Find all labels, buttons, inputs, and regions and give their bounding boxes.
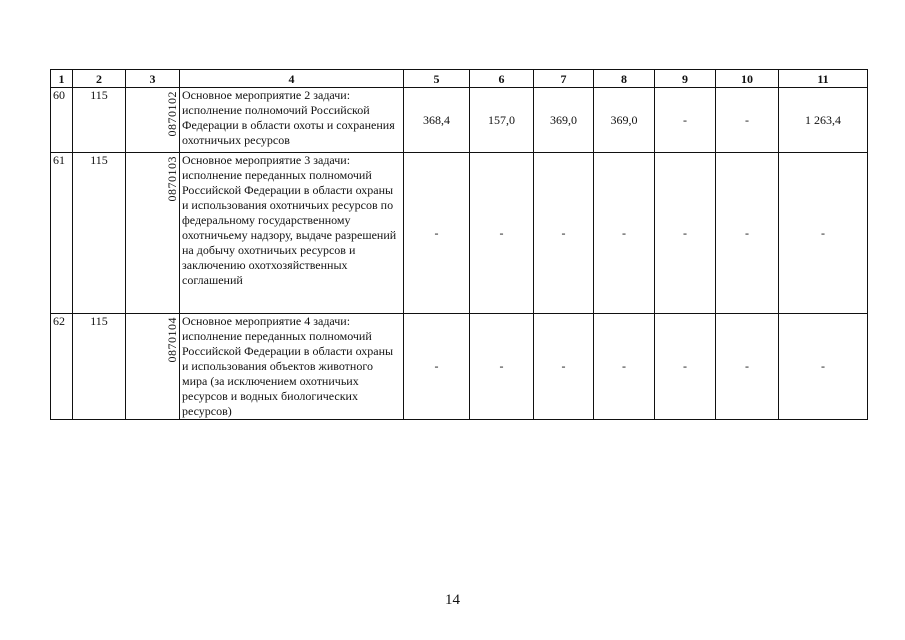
table-row — [51, 88, 868, 153]
row-number: 61 — [51, 153, 73, 314]
value-cell: - — [470, 153, 534, 314]
kbk-code: 0870103 — [165, 156, 179, 202]
header-cell: 10 — [716, 70, 779, 88]
table-header-row — [51, 70, 868, 88]
value-cell: - — [594, 314, 655, 420]
value-cell: - — [716, 88, 779, 153]
budget-table — [50, 69, 868, 420]
header-cell: 2 — [73, 70, 126, 88]
value-cell: - — [404, 153, 470, 314]
total-cell: - — [779, 153, 868, 314]
value-cell: 368,4 — [404, 88, 470, 153]
value-cell: - — [470, 314, 534, 420]
kbk-code: 0870102 — [165, 91, 179, 137]
activity-description: Основное мероприятие 4 задачи: исполнение переданных полномочий Российской Федерации в области охраны и использования объектов животного мира (за исключением охотничьих ресурсов и водных биологических ресурсов) — [180, 314, 404, 420]
value-cell: - — [404, 314, 470, 420]
total-cell: - — [779, 314, 868, 420]
value-cell: - — [716, 314, 779, 420]
value-cell: - — [716, 153, 779, 314]
kbk-code: 0870104 — [165, 317, 179, 363]
header-cell: 9 — [655, 70, 716, 88]
row-number: 62 — [51, 314, 73, 420]
value-cell: - — [534, 153, 594, 314]
header-cell: 7 — [534, 70, 594, 88]
value-cell: 369,0 — [594, 88, 655, 153]
kbk-cell — [126, 88, 180, 153]
table-row — [51, 153, 868, 314]
grbs-code: 115 — [73, 88, 126, 153]
header-cell: 5 — [404, 70, 470, 88]
grbs-code: 115 — [73, 153, 126, 314]
row-number: 60 — [51, 88, 73, 153]
header-cell: 4 — [180, 70, 404, 88]
activity-description: Основное мероприятие 2 задачи: исполнение полномочий Российской Федерации в области охоты и сохранения охотничьих ресурсов — [180, 88, 404, 153]
value-cell: - — [655, 314, 716, 420]
total-cell: 1 263,4 — [779, 88, 868, 153]
value-cell: - — [655, 88, 716, 153]
kbk-cell — [126, 153, 180, 314]
kbk-cell — [126, 314, 180, 420]
value-cell: - — [594, 153, 655, 314]
header-cell: 8 — [594, 70, 655, 88]
activity-description: Основное мероприятие 3 задачи: исполнение переданных полномочий Российской Федерации в области охраны и использования охотничьих ресурсов по федеральному государственному охотничьему надзору, выдаче разрешений на добычу охотничьих ресурсов и заключению охотхозяйственных соглашений — [180, 153, 404, 314]
header-cell: 1 — [51, 70, 73, 88]
value-cell: 157,0 — [470, 88, 534, 153]
value-cell: - — [534, 314, 594, 420]
header-cell: 3 — [126, 70, 180, 88]
header-cell: 6 — [470, 70, 534, 88]
table-row — [51, 314, 868, 420]
page-number: 14 — [445, 592, 460, 608]
grbs-code: 115 — [73, 314, 126, 420]
header-cell: 11 — [779, 70, 868, 88]
value-cell: 369,0 — [534, 88, 594, 153]
value-cell: - — [655, 153, 716, 314]
